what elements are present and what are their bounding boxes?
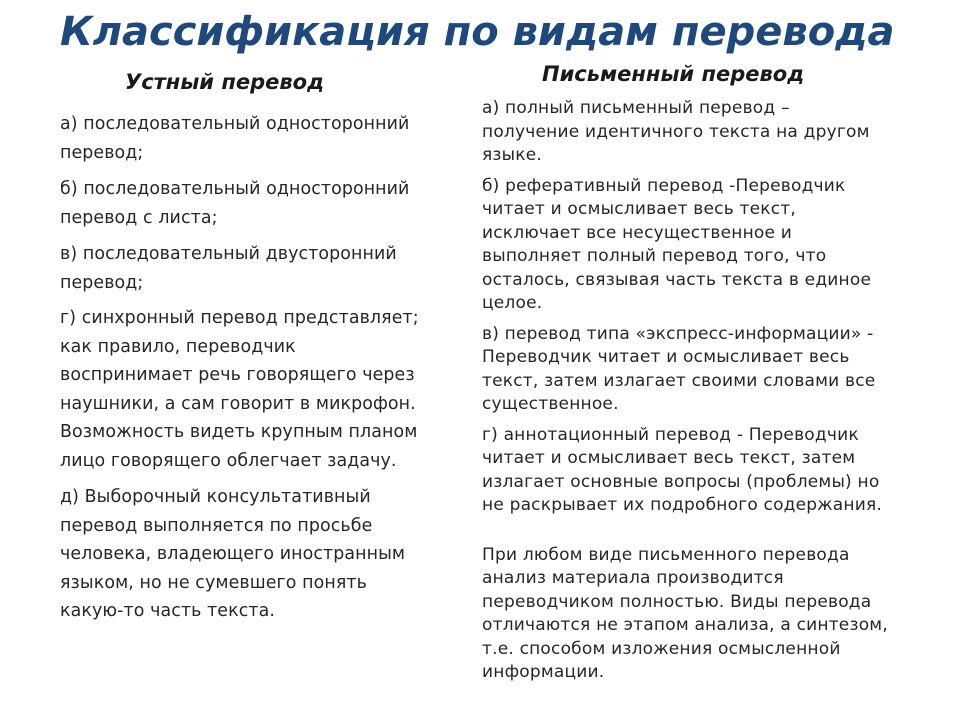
written-item-v: в) перевод типа «экспресс-информации» - Переводчик читает и осмысливает весь текст, затем излагает своими словами все существенное. [482, 323, 876, 414]
oral-item-v: в) последовательный двусторонний перевод; [60, 244, 397, 293]
written-summary: При любом виде письменного перевода анализ материала производится переводчиком полностью. Виды перевода отличаются не этапом анализа, а синтезом, т.е. способом изложения осмысленной информации. [482, 544, 888, 682]
oral-item-g: г) синхронный перевод представляет; как правило, переводчик воспринимает речь говорящего через наушники, а сам говорит в микрофон. Возможность видеть крупным планом лицо говорящего облегчает задачу. [60, 308, 419, 471]
oral-item-d: д) Выборочный консультативный перевод выполняется по просьбе человека, владеющего иностранным языком, но не сумевшего понять какую-то часть текста. [60, 487, 406, 621]
oral-translation-heading: Устный перевод [125, 70, 325, 94]
oral-translation-list [60, 110, 460, 634]
slide-title: Классификация по видам перевода [60, 9, 895, 55]
written-translation-heading: Письменный перевод [542, 62, 805, 86]
written-item-a: а) полный письменный перевод – получение идентичного текста на другом языке. [482, 98, 870, 165]
written-item-g: г) аннотационный перевод - Переводчик читает и осмысливает весь текст, затем излагает основные вопросы (проблемы) но не раскрывает их подробного содержания. [482, 424, 883, 515]
written-item-b: б) реферативный перевод -Переводчик читает и осмысливает весь текст, исключает все несущественное и выполняет полный перевод того, что осталось, связывая часть текста в единое целое. [482, 175, 872, 313]
oral-item-a: а) последовательный односторонний перевод; [60, 114, 410, 163]
oral-item-b: б) последовательный односторонний перевод с листа; [60, 179, 410, 228]
written-translation-list [482, 97, 937, 692]
